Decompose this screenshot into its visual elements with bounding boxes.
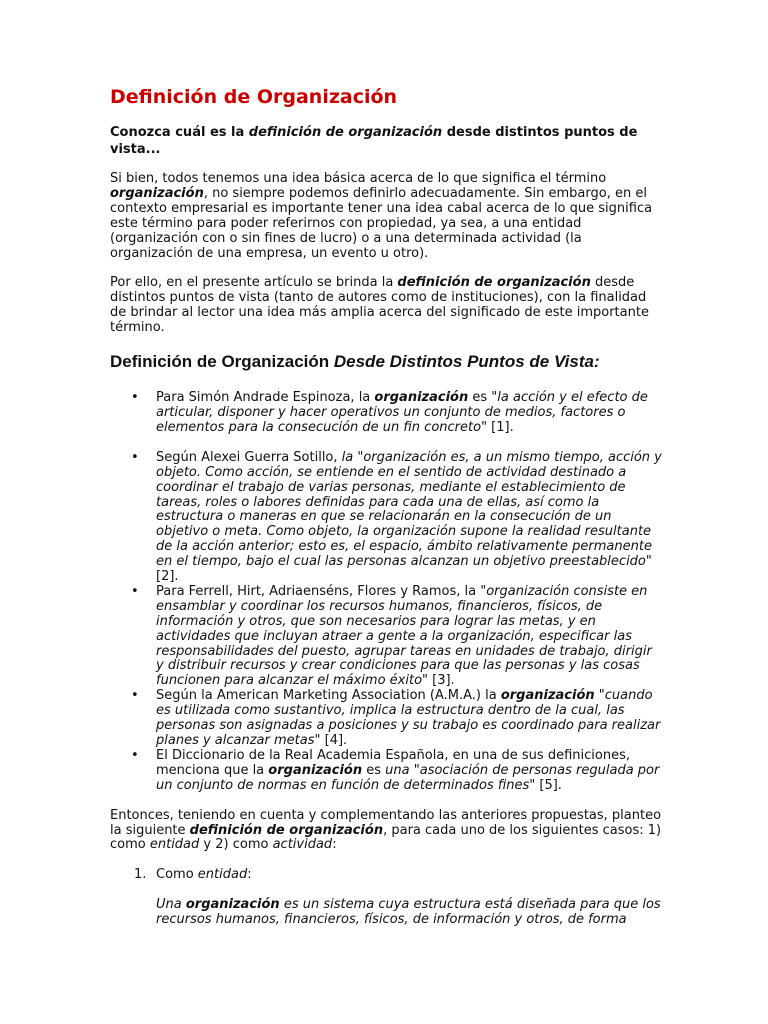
bullet-icon: • (131, 583, 139, 599)
conclusion-text-mid: , para cada uno de los siguientes casos: 1) como (110, 822, 662, 853)
subtitle-text: Conozca cuál es la (110, 125, 249, 140)
section-heading-plain: Definición de Organización (110, 352, 334, 372)
definition-reference: [2]. (156, 569, 179, 585)
conclusion-text-end: : (332, 837, 337, 853)
list-item (110, 585, 662, 689)
document-page (110, 84, 662, 943)
definition-reference: [3]. (428, 673, 455, 689)
cases-list (110, 868, 662, 928)
case-definition-text-end: es un sistema cuya estructura está diseñada para que los recursos humanos, financieros, físicos, de información y otros, de forma (156, 897, 661, 928)
subtitle-emphasis: definición de organización (248, 125, 443, 140)
intro-text: Por ello, en el presente artículo se brinda la (110, 275, 398, 291)
definition-quote: "organización consiste en ensamblar y coordinar los recursos humanos, financieros, físicos, de información y otros, que son necesarios para lograr las metas, y en actividades que incluyan atraer a gente a la organización, especificar las responsabilidades del puesto, agrupar tareas en unidades de trabajo, dirigir y distribuir recursos y crear condiciones para que las personas y las cosas funcionen para alcanzar el máximo éxito" (156, 583, 652, 689)
case-definition-term: organización (185, 897, 280, 913)
definition-connector: es (362, 762, 386, 778)
intro-text-end: , no siempre podemos definirlo adecuadamente. Sin embargo, en el contexto empresarial es importante tener una idea cabal acerca de lo que significa este término para poder referirnos con propiedad, ya sea, a una entidad (organización con o sin fines de lucro) o a una determinada actividad (la organización de una empresa, un evento u otro). (110, 185, 653, 261)
definition-term: organización (268, 762, 363, 778)
definition-term: organización (374, 390, 469, 406)
section-heading-italic: Desde Distintos Puntos de Vista: (333, 352, 600, 372)
page-title: Definición de Organización (110, 86, 398, 108)
list-item (110, 868, 662, 928)
definition-reference: [4]. (320, 733, 348, 748)
conclusion-term: definición de organización (189, 822, 384, 838)
bullet-icon: • (131, 390, 139, 406)
bullet-icon: • (131, 449, 139, 465)
intro-paragraph-2 (110, 276, 662, 336)
intro-paragraph-1 (110, 172, 662, 261)
intro-term: organización (110, 185, 204, 201)
case-label-text: Como (156, 867, 198, 883)
subtitle-text-end: desde distintos puntos de vista... (110, 125, 638, 157)
bullet-icon: • (131, 688, 139, 704)
conclusion-text: Entonces, teniendo en cuenta y complementando las anteriores propuestas, planteo la siguiente (110, 807, 662, 838)
conclusion-paragraph (110, 809, 662, 854)
definition-term: organización (500, 688, 595, 704)
list-item (110, 749, 662, 794)
case-label-end: : (247, 867, 252, 883)
definition-reference: [5]. (535, 777, 562, 793)
definition-connector: es (468, 390, 492, 406)
definition-quote: una "asociación de personas regulada por un conjunto de normas en función de determinados fines" (156, 762, 660, 793)
definition-source: Para Simón Andrade Espinoza, la (156, 390, 375, 406)
case-number: 1. (134, 867, 147, 883)
definition-source: Para Ferrell, Hirt, Adriaenséns, Flores y Ramos, la (156, 583, 481, 599)
case-label (156, 868, 662, 883)
intro-term: definición de organización (397, 275, 591, 291)
case-definition-text: Una (156, 897, 186, 913)
conclusion-word-entity: entidad (149, 837, 200, 853)
bullet-icon: • (131, 747, 139, 763)
definition-quote: "cuando es utilizada como sustantivo, implica la estructura dentro de la cual, las personas son asignadas a posiciones y su trabajo es coordinado para realizar planes y alcanzar metas" (156, 688, 661, 748)
conclusion-text-mid2: y 2) como (199, 837, 273, 853)
subtitle (110, 124, 662, 158)
definition-source: El Diccionario de la Real Academia Española, en una de sus definiciones, menciona que la (156, 747, 630, 778)
definition-quote: la "organización es, a un mismo tiempo, acción y objeto. Como acción, se entiende en el sentido de actividad destinado a coordinar el trabajo de varias personas, mediante el establecimiento de tareas, roles o labores definidas para cada una de ellas, así como la estructura o maneras en que se relacionarán en la consecución de un objetivo o meta. Como objeto, la organización supone la realidad resultante de la acción anterior; esto es, el espacio, ámbito relativamente permanente en el tiempo, bajo el cual las personas alcanzan un objetivo preestablecido" (156, 449, 662, 570)
definition-quote: "la acción y el efecto de articular, disponer y hacer operativos un conjunto de medios, factores o elementos para la consecución de un fin concreto" (156, 390, 648, 435)
definition-source: Según la American Marketing Association (A.M.A.) la (156, 688, 501, 704)
definition-source: Según Alexei Guerra Sotillo, (156, 449, 342, 465)
definition-reference: [1]. (487, 419, 514, 435)
definitions-list (110, 391, 662, 794)
list-item (110, 689, 662, 749)
section-heading (110, 351, 662, 373)
intro-text-end: desde distintos puntos de vista (tanto de autores como de instituciones), con la finalidad de brindar al lector una idea más amplia acerca del significado de este importante término. (110, 275, 649, 336)
conclusion-word-activity: actividad (272, 837, 333, 853)
list-item (110, 451, 662, 585)
list-item (110, 391, 662, 436)
intro-text: Si bien, todos tenemos una idea básica acerca de lo que significa el término (110, 171, 607, 186)
case-definition (156, 898, 662, 928)
case-label-emphasis: entidad (197, 867, 248, 883)
